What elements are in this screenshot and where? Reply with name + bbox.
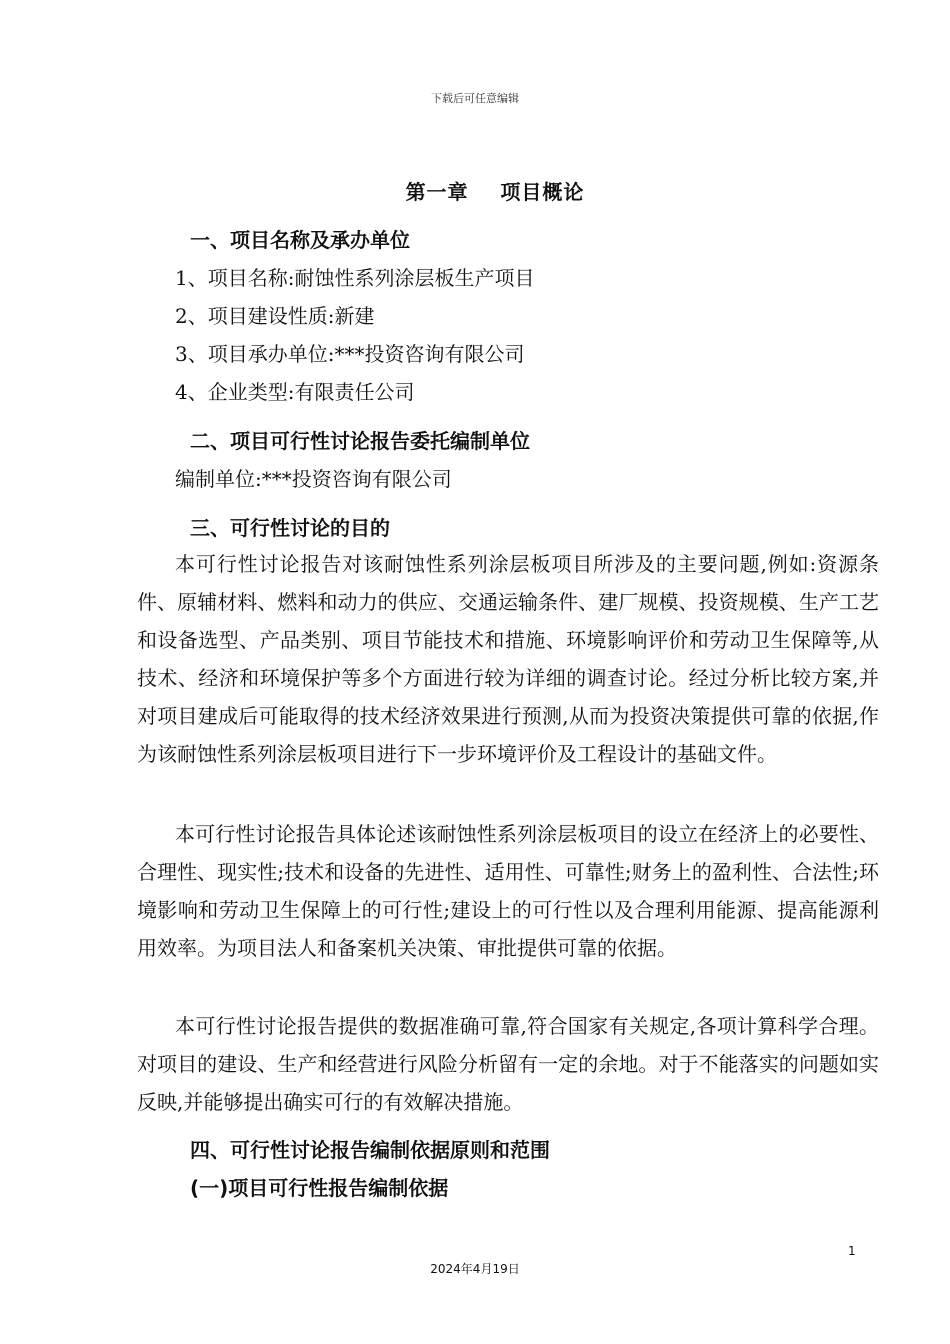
page-number: 1 [848,1244,856,1258]
page-header: 下载后可任意编辑 [431,92,519,105]
paragraph: 本可行性讨论报告具体论述该耐蚀性系列涂层板项目的设立在经济上的必要性、合理性、现实性;技术和设备的先进性、适用性、可靠性;财务上的盈利性、合法性;环境影响和劳动卫生保障上的可行性;建设上的可行性以及合理利用能源、提高能源利用效率。为项目法人和备案机关决策、审批提供可靠的依据。 [137,822,879,960]
section-heading-1: 一、项目名称及承办单位 [190,228,410,252]
list-item: 1、项目名称:耐蚀性系列涂层板生产项目 [175,266,535,290]
section-heading-2: 二、项目可行性讨论报告委托编制单位 [190,429,530,453]
footer-date: 2024年4月19日 [430,1262,520,1276]
compiler-line: 编制单位:***投资咨询有限公司 [175,467,452,491]
section-heading-3: 三、可行性讨论的目的 [190,516,390,540]
chapter-title: 第一章 项目概论 [405,180,585,204]
list-item: 4、企业类型:有限责任公司 [175,380,415,404]
subsection-heading: (一)项目可行性报告编制依据 [190,1176,449,1200]
paragraph: 本可行性讨论报告提供的数据准确可靠,符合国家有关规定,各项计算科学合理。对项目的建设、生产和经营进行风险分析留有一定的余地。对于不能落实的问题如实反映,并能够提出确实可行的有效解决措施。 [137,1014,879,1114]
list-item: 3、项目承办单位:***投资咨询有限公司 [175,342,525,366]
list-item: 2、项目建设性质:新建 [175,304,375,328]
paragraph: 本可行性讨论报告对该耐蚀性系列涂层板项目所涉及的主要问题,例如:资源条件、原辅材料、燃料和动力的供应、交通运输条件、建厂规模、投资规模、生产工艺和设备选型、产品类别、项目节能技术和措施、环境影响评价和劳动卫生保障等,从技术、经济和环境保护等多个方面进行较为详细的调查讨论。经过分析比较方案,并对项目建成后可能取得的技术经济效果进行预测,从而为投资决策提供可靠的依据,作为该耐蚀性系列涂层板项目进行下一步环境评价及工程设计的基础文件。 [137,552,879,766]
section-heading-4: 四、可行性讨论报告编制依据原则和范围 [190,1138,550,1162]
